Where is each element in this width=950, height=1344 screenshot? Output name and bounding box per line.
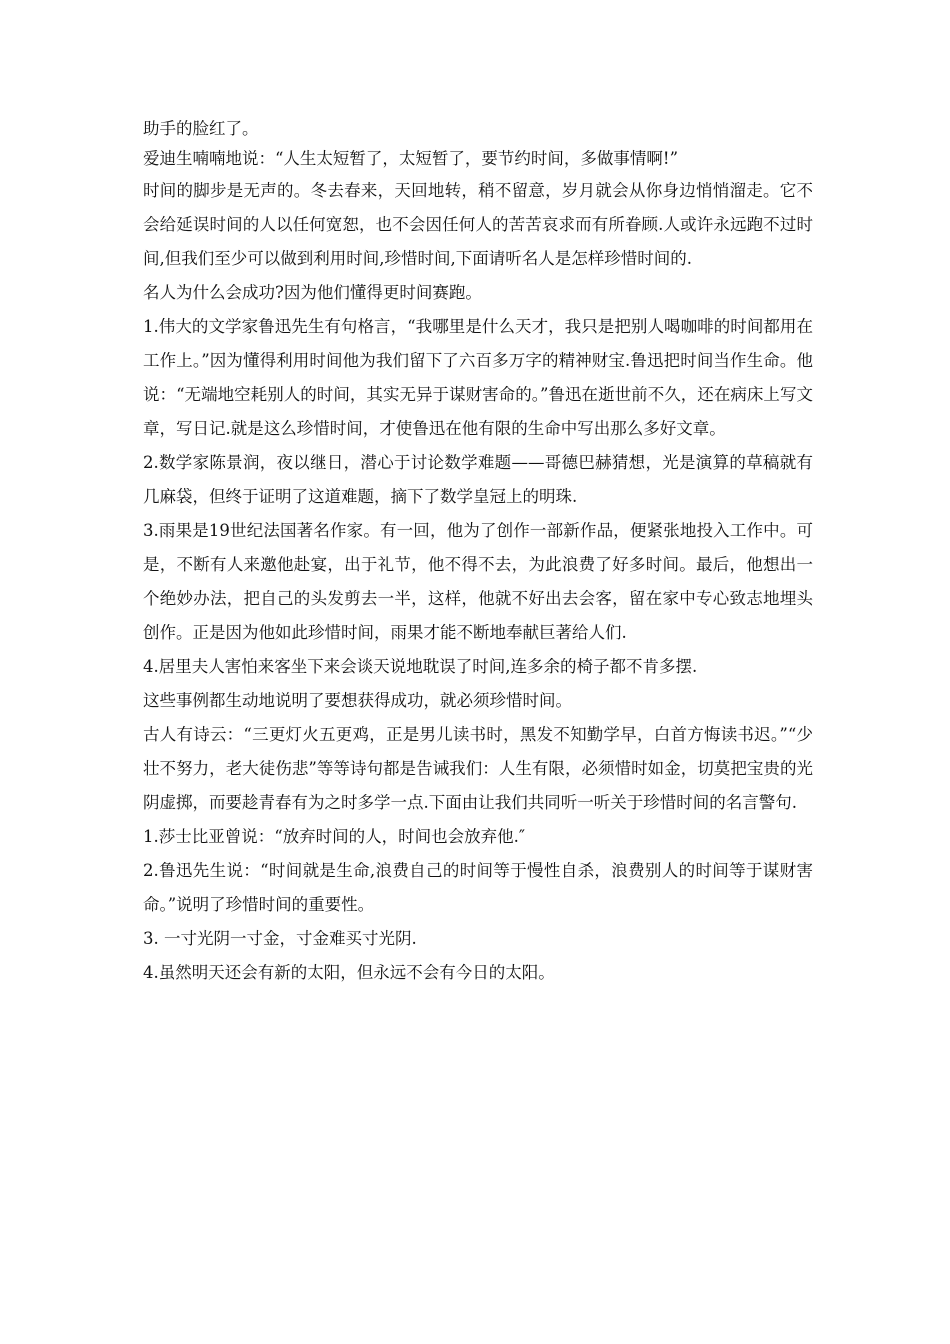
paragraph-5: 1.伟大的文学家鲁迅先生有句格言，“我哪里是什么天才，我只是把别人喝咖啡的时间都用在工作上。”因为懂得利用时间他为我们留下了六百多万字的精神财宝.鲁迅把时间当作生命。他说：“无端地空耗别人的时间，其实无异于谋财害命的。”鲁迅在逝世前不久，还在病床上写文章，写日记.就是这么珍惜时间，才使鲁迅在他有限的生命中写出那么多好文章。 [143,317,813,438]
paragraph-1: 助手的脸红了。 [143,119,259,138]
paragraph-10: 古人有诗云：“三更灯火五更鸡，正是男儿读书时，黑发不知勤学早，白首方悔读书迟。”“少壮不努力，老大徒伤悲”等等诗句都是告诫我们：人生有限，必须惜时如金，切莫把宝贵的光阴虚掷，而要趁青春有为之时多学一点.下面由让我们共同听一听关于珍惜时间的名言警句. [143,725,813,812]
paragraph-4: 名人为什么会成功?因为他们懂得更时间赛跑。 [143,283,482,302]
paragraph-11: 1.莎士比亚曾说：“放弃时间的人，时间也会放弃他.″ [143,827,526,846]
paragraph-12: 2.鲁迅先生说：“时间就是生命,浪费自己的时间等于慢性自杀，浪费别人的时间等于谋财害命。”说明了珍惜时间的重要性。 [143,861,813,914]
paragraph-9: 这些事例都生动地说明了要想获得成功，就必须珍惜时间。 [143,691,572,710]
paragraph-14: 4.虽然明天还会有新的太阳，但永远不会有今日的太阳。 [143,963,555,982]
paragraph-8: 4.居里夫人害怕来客坐下来会谈天说地耽误了时间,连多余的椅子都不肯多摆. [143,657,698,676]
paragraph-7: 3.雨果是19世纪法国著名作家。有一回，他为了创作一部新作品，便紧张地投入工作中。可是，不断有人来邀他赴宴，出于礼节，他不得不去，为此浪费了好多时间。最后，他想出一个绝妙办法，把自己的头发剪去一半，这样，他就不好出去会客，留在家中专心致志地埋头创作。正是因为他如此珍惜时间，雨果才能不断地奉献巨著给人们. [143,521,813,642]
paragraph-2: 爱迪生喃喃地说：“人生太短暂了，太短暂了，要节约时间，多做事情啊!” [143,149,679,168]
document-page [143,114,813,990]
paragraph-6: 2.数学家陈景润，夜以继日，潜心于讨论数学难题——哥德巴赫猜想，光是演算的草稿就有几麻袋，但终于证明了这道难题，摘下了数学皇冠上的明珠. [143,453,813,506]
paragraph-13: 3. 一寸光阴一寸金，寸金难买寸光阴. [143,929,417,948]
paragraph-3: 时间的脚步是无声的。冬去春来，天回地转，稍不留意，岁月就会从你身边悄悄溜走。它不会给延误时间的人以任何宽恕，也不会因任何人的苦苦哀求而有所眷顾.人或许永远跑不过时间,但我们至少可以做到利用时间,珍惜时间,下面请听名人是怎样珍惜时间的. [143,181,813,268]
